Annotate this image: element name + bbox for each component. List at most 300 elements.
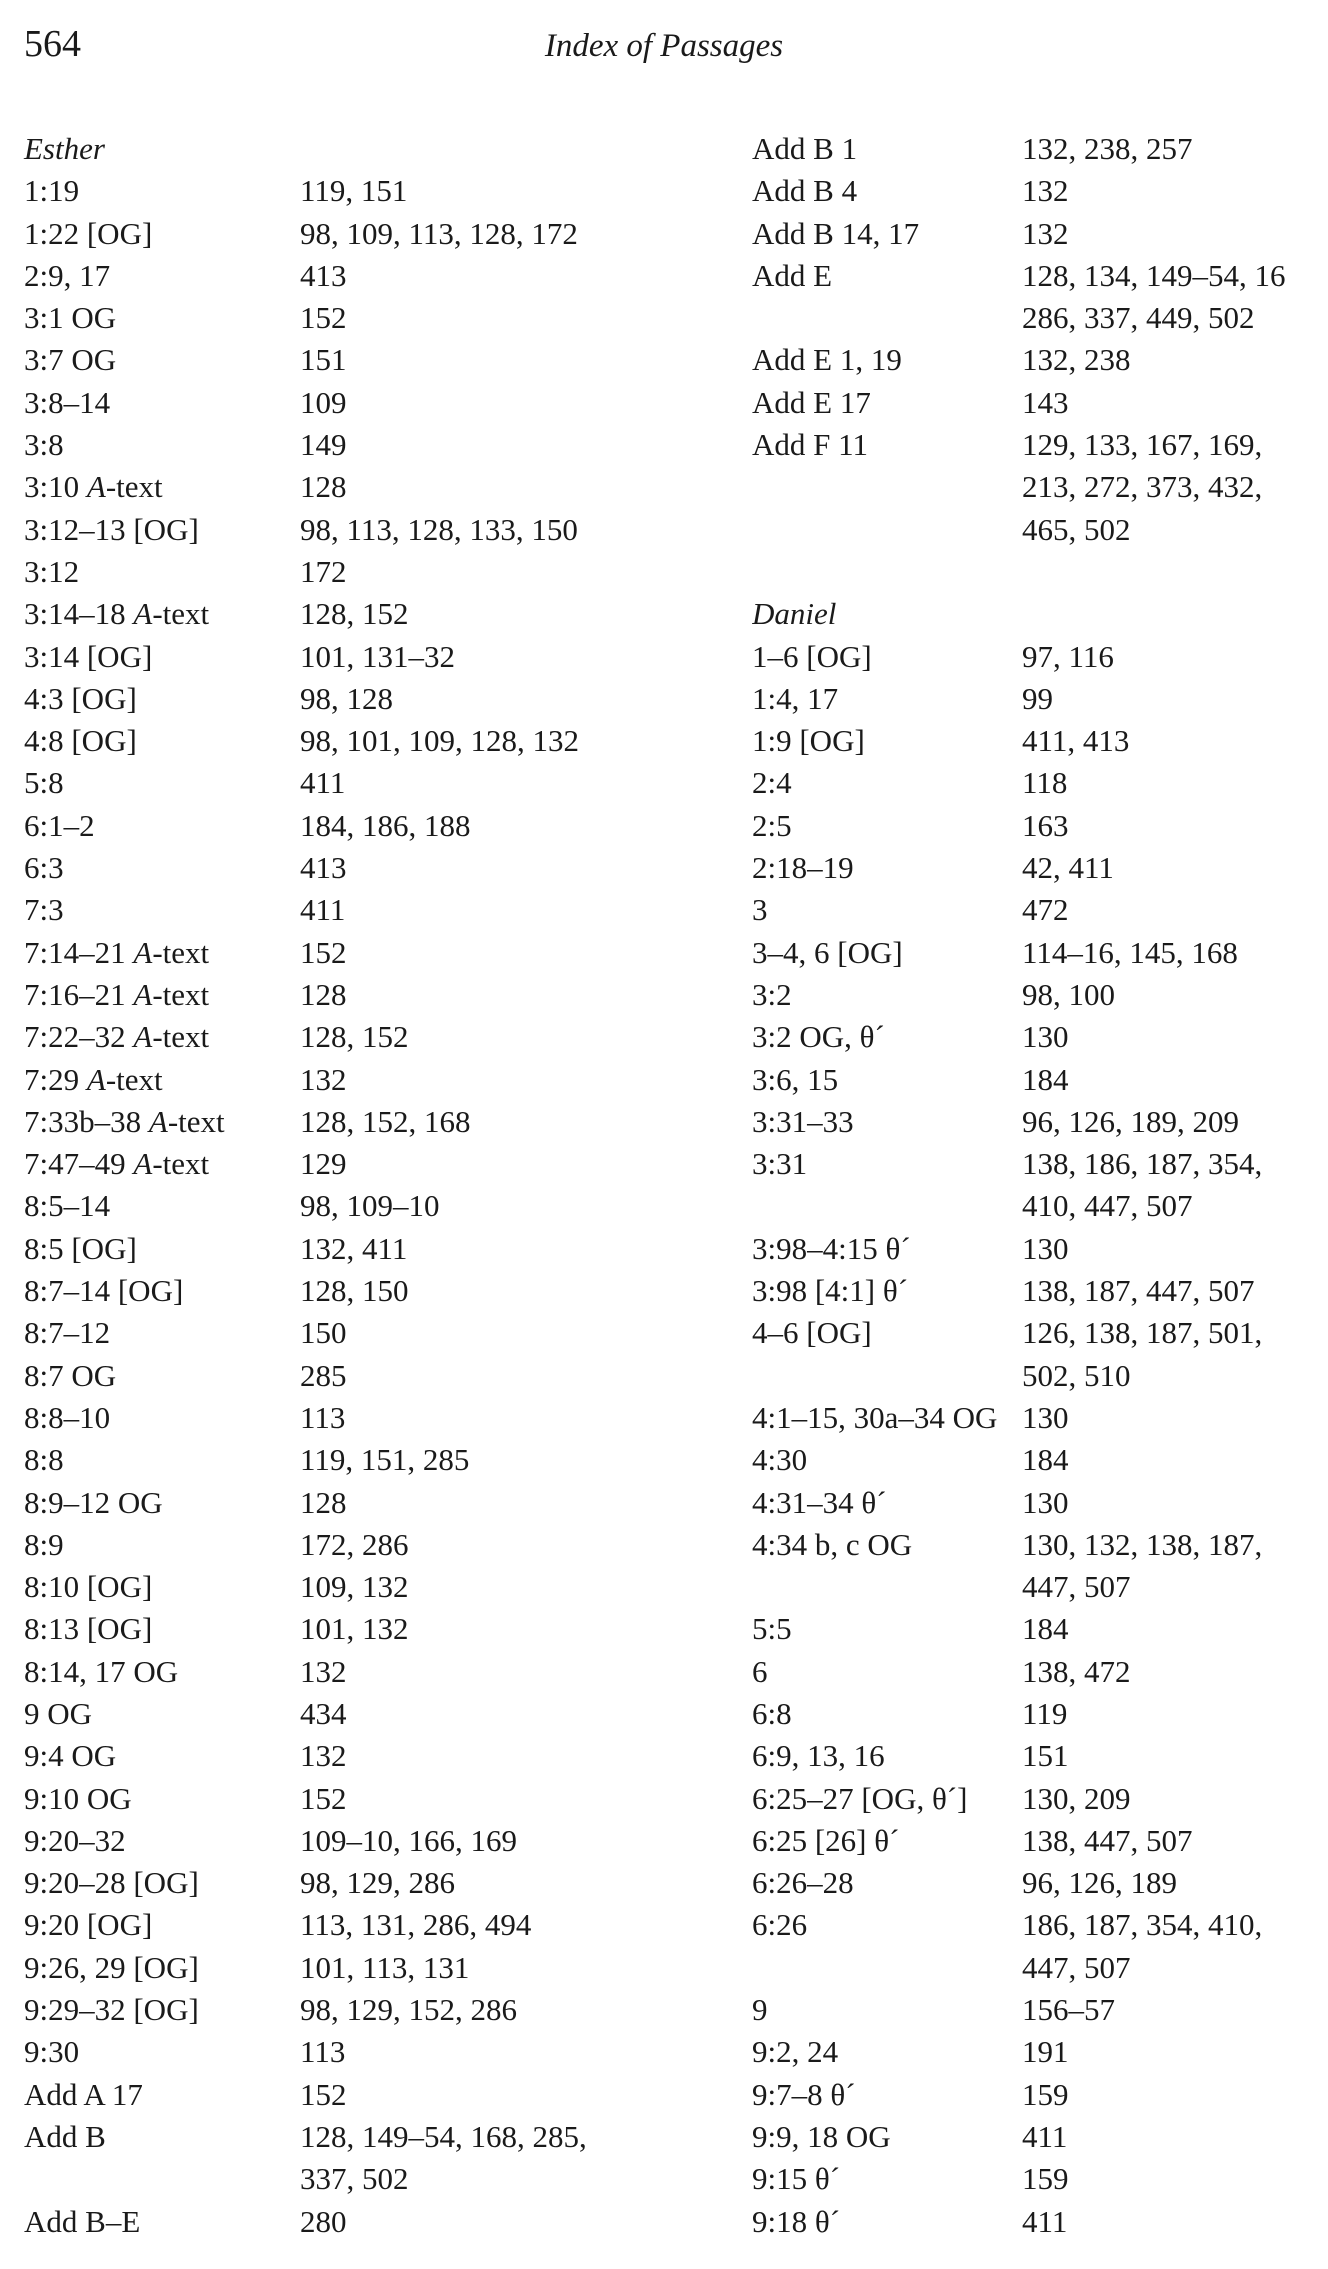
index-entry (24, 1482, 714, 1524)
reference-text: Add F 11 (752, 427, 868, 463)
reference-text: 6:1–2 (24, 807, 95, 843)
passage-reference (24, 847, 300, 889)
passage-reference (24, 297, 300, 339)
index-entry (24, 382, 714, 424)
page-numbers: 98, 113, 128, 133, 150 (300, 511, 578, 547)
passage-reference (24, 678, 300, 720)
page-numbers: 109 (300, 384, 347, 420)
page-numbers: 113 (300, 2034, 346, 2070)
passage-reference (752, 720, 1022, 762)
index-entry (24, 2158, 714, 2200)
reference-text: 2:5 (752, 807, 792, 843)
passage-reference (752, 382, 1022, 424)
page-numbers: 163 (1022, 807, 1069, 843)
passage-reference (24, 1820, 300, 1862)
page-numbers: 149 (300, 427, 347, 463)
passage-reference (24, 1778, 300, 1820)
passage-reference (24, 1312, 300, 1354)
passage-reference (752, 1693, 1022, 1735)
page-numbers: 434 (300, 1695, 347, 1731)
index-entry (752, 128, 1328, 170)
index-entry (24, 170, 714, 212)
page-numbers: 337, 502 (300, 2161, 409, 2197)
reference-text: 3:98 [4:1] θ´ (752, 1273, 909, 1309)
passage-reference (24, 1397, 300, 1439)
reference-text: 7:3 (24, 892, 64, 928)
page-numbers: 184, 186, 188 (300, 807, 471, 843)
page-numbers: 98, 109–10 (300, 1188, 440, 1224)
index-entry (752, 762, 1328, 804)
page-numbers: 98, 128 (300, 680, 393, 716)
reference-text: 7:47–49 (24, 1146, 134, 1182)
index-entry (752, 720, 1328, 762)
reference-text: Add A 17 (24, 2076, 143, 2112)
reference-text: 3:10 (24, 469, 87, 505)
reference-text: 6:25–27 [OG, θ´] (752, 1780, 968, 1816)
index-entry (752, 1735, 1328, 1777)
index-entry (752, 509, 1328, 551)
passage-reference (24, 424, 300, 466)
reference-text: Add E (752, 257, 833, 293)
passage-reference (24, 1059, 300, 1101)
page-numbers: 285 (300, 1357, 347, 1393)
page-numbers: 191 (1022, 2034, 1069, 2070)
reference-text: 4:31–34 θ´ (752, 1484, 887, 1520)
reference-text: 8:14, 17 OG (24, 1653, 179, 1689)
index-entry (24, 636, 714, 678)
index-entry (752, 1355, 1328, 1397)
reference-italic-text: A (133, 1019, 153, 1055)
index-entry (752, 551, 1328, 593)
page-numbers: 143 (1022, 384, 1069, 420)
index-entry (752, 1820, 1328, 1862)
index-entry (24, 762, 714, 804)
index-entry (752, 1228, 1328, 1270)
index-section-heading-row (24, 128, 714, 170)
reference-text: 9:2, 24 (752, 2034, 839, 2070)
passage-reference (24, 1228, 300, 1270)
running-title: Index of Passages (544, 28, 784, 64)
passage-reference (752, 1820, 1022, 1862)
reference-text: Daniel (752, 596, 837, 632)
page-numbers: 99 (1022, 680, 1053, 716)
reference-text: 9 OG (24, 1695, 93, 1731)
page-numbers: 447, 507 (1022, 1949, 1131, 1985)
passage-reference (24, 2116, 300, 2158)
page-numbers: 286, 337, 449, 502 (1022, 300, 1255, 336)
index-entry (24, 297, 714, 339)
reference-text: 4:3 [OG] (24, 680, 137, 716)
index-entry (752, 1862, 1328, 1904)
index-entry (24, 1947, 714, 1989)
passage-reference (752, 2116, 1022, 2158)
reference-suffix-text: -text (167, 1103, 225, 1139)
passage-reference (752, 466, 1022, 508)
index-entry (24, 974, 714, 1016)
reference-text: 8:5–14 (24, 1188, 111, 1224)
passage-reference (752, 1608, 1022, 1650)
passage-reference (24, 1566, 300, 1608)
page-numbers: 152 (300, 300, 347, 336)
passage-reference (24, 932, 300, 974)
page-numbers: 280 (300, 2203, 347, 2239)
passage-reference (752, 636, 1022, 678)
page-numbers: 101, 131–32 (300, 638, 455, 674)
passage-reference (24, 170, 300, 212)
reference-text: 6:9, 13, 16 (752, 1738, 885, 1774)
index-entry (24, 1693, 714, 1735)
index-entry (752, 1651, 1328, 1693)
page-numbers: 128, 134, 149–54, 16 (1022, 257, 1286, 293)
left-index-column (24, 128, 714, 2243)
reference-text: 3:14–18 (24, 596, 134, 632)
reference-text: Add E 17 (752, 384, 871, 420)
page-numbers: 101, 132 (300, 1611, 409, 1647)
index-entry (24, 1820, 714, 1862)
reference-suffix-text: -text (105, 469, 163, 505)
reference-text: Add E 1, 19 (752, 342, 902, 378)
section-heading (752, 593, 1022, 635)
reference-text: 4–6 [OG] (752, 1315, 872, 1351)
passage-reference (752, 213, 1022, 255)
page-numbers: 138, 472 (1022, 1653, 1131, 1689)
passage-reference (24, 1651, 300, 1693)
index-entry (752, 255, 1328, 297)
index-entry (752, 1059, 1328, 1101)
passage-reference (24, 339, 300, 381)
reference-text: 3:7 OG (24, 342, 117, 378)
passage-reference (24, 213, 300, 255)
page-numbers: 159 (1022, 2161, 1069, 2197)
index-entry (752, 1439, 1328, 1481)
passage-reference (752, 762, 1022, 804)
passage-reference (752, 1989, 1022, 2031)
index-entry (24, 889, 714, 931)
page-numbers: 156–57 (1022, 1992, 1115, 2028)
page-numbers: 113, 131, 286, 494 (300, 1907, 532, 1943)
passage-reference (752, 509, 1022, 551)
page-numbers: 128 (300, 469, 347, 505)
reference-text: 9:20–32 (24, 1822, 126, 1858)
index-entry (24, 1228, 714, 1270)
passage-reference (24, 1439, 300, 1481)
reference-suffix-text: -text (105, 1061, 163, 1097)
passage-reference (752, 255, 1022, 297)
index-entry (752, 932, 1328, 974)
index-entry (752, 1101, 1328, 1143)
passage-reference (24, 466, 300, 508)
reference-text: 9:10 OG (24, 1780, 132, 1816)
index-entry (24, 1778, 714, 1820)
reference-text: Add B 4 (752, 173, 858, 209)
index-entry (24, 1143, 714, 1185)
index-entry (24, 805, 714, 847)
passage-reference (24, 974, 300, 1016)
reference-text: 3–4, 6 [OG] (752, 934, 903, 970)
index-entry (752, 339, 1328, 381)
reference-text: 1:19 (24, 173, 80, 209)
passage-reference (24, 1016, 300, 1058)
index-entry (24, 2074, 714, 2116)
passage-reference (752, 339, 1022, 381)
reference-text: 3:31 (752, 1146, 808, 1182)
reference-text: 3:98–4:15 θ´ (752, 1230, 911, 1266)
index-entry (24, 1312, 714, 1354)
page-numbers: 132 (300, 1738, 347, 1774)
reference-text: 3:8 (24, 427, 64, 463)
index-entry (24, 720, 714, 762)
reference-text: 9:26, 29 [OG] (24, 1949, 199, 1985)
page-numbers: 96, 126, 189, 209 (1022, 1103, 1239, 1139)
reference-text: 3:2 OG, θ´ (752, 1019, 885, 1055)
index-entry (752, 1016, 1328, 1058)
page-numbers: 42, 411 (1022, 850, 1114, 886)
reference-text: 8:13 [OG] (24, 1611, 153, 1647)
passage-reference (752, 1397, 1022, 1439)
page-numbers: 98, 100 (1022, 976, 1115, 1012)
passage-reference (24, 1989, 300, 2031)
reference-text: 6:25 [26] θ´ (752, 1822, 900, 1858)
reference-text: 9 (752, 1992, 768, 2028)
index-entry (24, 509, 714, 551)
index-entry (752, 1904, 1328, 1946)
index-entry (752, 1566, 1328, 1608)
passage-reference (24, 1482, 300, 1524)
index-entry (752, 2116, 1328, 2158)
page-numbers: 130 (1022, 1230, 1069, 1266)
page-numbers: 186, 187, 354, 410, (1022, 1907, 1263, 1943)
index-entry (752, 1524, 1328, 1566)
page-numbers: 151 (300, 342, 347, 378)
reference-text: 3:12–13 [OG] (24, 511, 199, 547)
reference-italic-text: A (148, 1103, 168, 1139)
reference-text: 3:1 OG (24, 300, 117, 336)
passage-reference (752, 297, 1022, 339)
reference-text: 5:5 (752, 1611, 792, 1647)
reference-text: Add B 1 (752, 131, 858, 166)
reference-text: 2:4 (752, 765, 792, 801)
passage-reference (752, 932, 1022, 974)
passage-reference (752, 2158, 1022, 2200)
passage-reference (752, 1651, 1022, 1693)
page-numbers: 411 (300, 892, 346, 928)
index-entry (752, 170, 1328, 212)
page-numbers: 113 (300, 1399, 346, 1435)
index-entry (752, 847, 1328, 889)
index-entry (752, 1397, 1328, 1439)
page-numbers: 126, 138, 187, 501, (1022, 1315, 1263, 1351)
index-entry (24, 255, 714, 297)
page-numbers: 97, 116 (1022, 638, 1114, 674)
right-index-column (752, 128, 1328, 2243)
reference-text: 9:9, 18 OG (752, 2118, 891, 2154)
reference-text: 8:8 (24, 1442, 64, 1478)
passage-reference (752, 170, 1022, 212)
index-entry (752, 805, 1328, 847)
passage-reference (752, 805, 1022, 847)
index-entry (752, 1312, 1328, 1354)
index-entry (24, 1397, 714, 1439)
passage-reference (752, 1524, 1022, 1566)
page-numbers: 411, 413 (1022, 723, 1130, 759)
reference-text: 2:18–19 (752, 850, 854, 886)
reference-text: 8:7–14 [OG] (24, 1273, 184, 1309)
passage-reference (752, 1143, 1022, 1185)
reference-text: Add B–E (24, 2203, 141, 2239)
passage-reference (752, 1016, 1022, 1058)
page-numbers: 119, 151, 285 (300, 1442, 470, 1478)
page-numbers: 128, 149–54, 168, 285, (300, 2118, 587, 2154)
index-entry (24, 1185, 714, 1227)
page-numbers: 119 (1022, 1695, 1068, 1731)
index-entry (24, 678, 714, 720)
reference-suffix-text: -text (152, 934, 210, 970)
passage-reference (752, 1566, 1022, 1608)
passage-reference (752, 1185, 1022, 1227)
reference-text: 1–6 [OG] (752, 638, 872, 674)
passage-reference (24, 805, 300, 847)
reference-italic-text: A (86, 469, 106, 505)
page-numbers: 130 (1022, 1399, 1069, 1435)
reference-italic-text: A (86, 1061, 106, 1097)
page-numbers: 129, 133, 167, 169, (1022, 427, 1263, 463)
index-entry (752, 1693, 1328, 1735)
reference-text: 5:8 (24, 765, 64, 801)
index-entry (752, 1778, 1328, 1820)
page-numbers: 152 (300, 1780, 347, 1816)
passage-reference (752, 1101, 1022, 1143)
passage-reference (24, 593, 300, 635)
reference-text: Add B 14, 17 (752, 215, 920, 251)
passage-reference (24, 509, 300, 551)
passage-reference (752, 1228, 1022, 1270)
reference-text: 7:33b–38 (24, 1103, 149, 1139)
index-entry (24, 424, 714, 466)
index-entry (24, 1355, 714, 1397)
index-entry (24, 339, 714, 381)
passage-reference (24, 2201, 300, 2243)
reference-text: 6:3 (24, 850, 64, 886)
index-entry (24, 1270, 714, 1312)
index-entry (24, 1651, 714, 1693)
page-numbers: 128, 152 (300, 1019, 409, 1055)
passage-reference (752, 424, 1022, 466)
passage-reference (24, 2158, 300, 2200)
reference-text: 8:7–12 (24, 1315, 111, 1351)
page-numbers: 132, 238 (1022, 342, 1131, 378)
reference-text: 9:15 θ´ (752, 2161, 841, 2197)
page-numbers: 128, 152, 168 (300, 1103, 471, 1139)
index-entry (24, 1439, 714, 1481)
index-entry (24, 1059, 714, 1101)
index-entry (24, 2201, 714, 2243)
index-entry (24, 551, 714, 593)
page-numbers: 130 (1022, 1484, 1069, 1520)
index-entry (752, 424, 1328, 466)
reference-text: 8:8–10 (24, 1399, 111, 1435)
index-entry (752, 2031, 1328, 2073)
page-numbers: 413 (300, 850, 347, 886)
reference-text: 2:9, 17 (24, 257, 111, 293)
reference-text: 3:6, 15 (752, 1061, 839, 1097)
page-numbers: 413 (300, 257, 347, 293)
passage-reference (24, 1947, 300, 1989)
passage-reference (752, 1482, 1022, 1524)
reference-text: 8:9–12 OG (24, 1484, 163, 1520)
page-numbers: 138, 187, 447, 507 (1022, 1273, 1255, 1309)
passage-reference (752, 1947, 1022, 1989)
reference-text: 4:1–15, 30a–34 OG (752, 1399, 998, 1435)
index-entry (752, 636, 1328, 678)
reference-text: 9:7–8 θ´ (752, 2076, 856, 2112)
index-entry (752, 213, 1328, 255)
page-numbers: 130 (1022, 1019, 1069, 1055)
reference-italic-text: A (133, 596, 153, 632)
reference-text: 1:9 [OG] (752, 723, 865, 759)
reference-text: 9:29–32 [OG] (24, 1992, 199, 2028)
reference-italic-text: A (133, 1146, 153, 1182)
reference-text: 3:31–33 (752, 1103, 854, 1139)
page-numbers: 184 (1022, 1061, 1069, 1097)
page-numbers: 411 (300, 765, 346, 801)
passage-reference (24, 636, 300, 678)
index-entry (24, 1608, 714, 1650)
section-heading (24, 128, 300, 170)
page-numbers: 184 (1022, 1442, 1069, 1478)
page-numbers: 159 (1022, 2076, 1069, 2112)
passage-reference (752, 1312, 1022, 1354)
page-numbers: 119, 151 (300, 173, 408, 209)
index-entry (752, 889, 1328, 931)
reference-text: 9:18 θ´ (752, 2203, 841, 2239)
page-numbers: 98, 101, 109, 128, 132 (300, 723, 579, 759)
reference-text: 9:20–28 [OG] (24, 1865, 199, 1901)
page-numbers: 465, 502 (1022, 511, 1131, 547)
reference-text: 9:20 [OG] (24, 1907, 153, 1943)
reference-suffix-text: -text (152, 976, 210, 1012)
reference-text: 7:16–21 (24, 976, 134, 1012)
index-entry (752, 466, 1328, 508)
page-numbers: 132 (300, 1653, 347, 1689)
passage-reference (24, 255, 300, 297)
index-entry (752, 297, 1328, 339)
page-numbers: 172 (300, 553, 347, 589)
passage-reference (24, 1735, 300, 1777)
passage-reference (24, 720, 300, 762)
passage-reference (752, 1355, 1022, 1397)
passage-reference (752, 1735, 1022, 1777)
page-numbers: 132, 238, 257 (1022, 131, 1193, 166)
index-entry (752, 2074, 1328, 2116)
page-numbers: 447, 507 (1022, 1569, 1131, 1605)
reference-text: 7:22–32 (24, 1019, 134, 1055)
page-numbers: 152 (300, 934, 347, 970)
passage-reference (24, 1524, 300, 1566)
reference-text: 6 (752, 1653, 768, 1689)
page-numbers: 109–10, 166, 169 (300, 1822, 517, 1858)
index-entry (24, 593, 714, 635)
page-numbers: 128, 150 (300, 1273, 409, 1309)
index-entry (24, 1016, 714, 1058)
page-number: 564 (24, 23, 81, 65)
page-numbers: 129 (300, 1146, 347, 1182)
index-entry (752, 1143, 1328, 1185)
page-numbers: 138, 186, 187, 354, (1022, 1146, 1263, 1182)
index-entry (24, 1566, 714, 1608)
reference-text: 9:4 OG (24, 1738, 117, 1774)
page-numbers: 213, 272, 373, 432, (1022, 469, 1263, 505)
passage-reference (24, 1904, 300, 1946)
